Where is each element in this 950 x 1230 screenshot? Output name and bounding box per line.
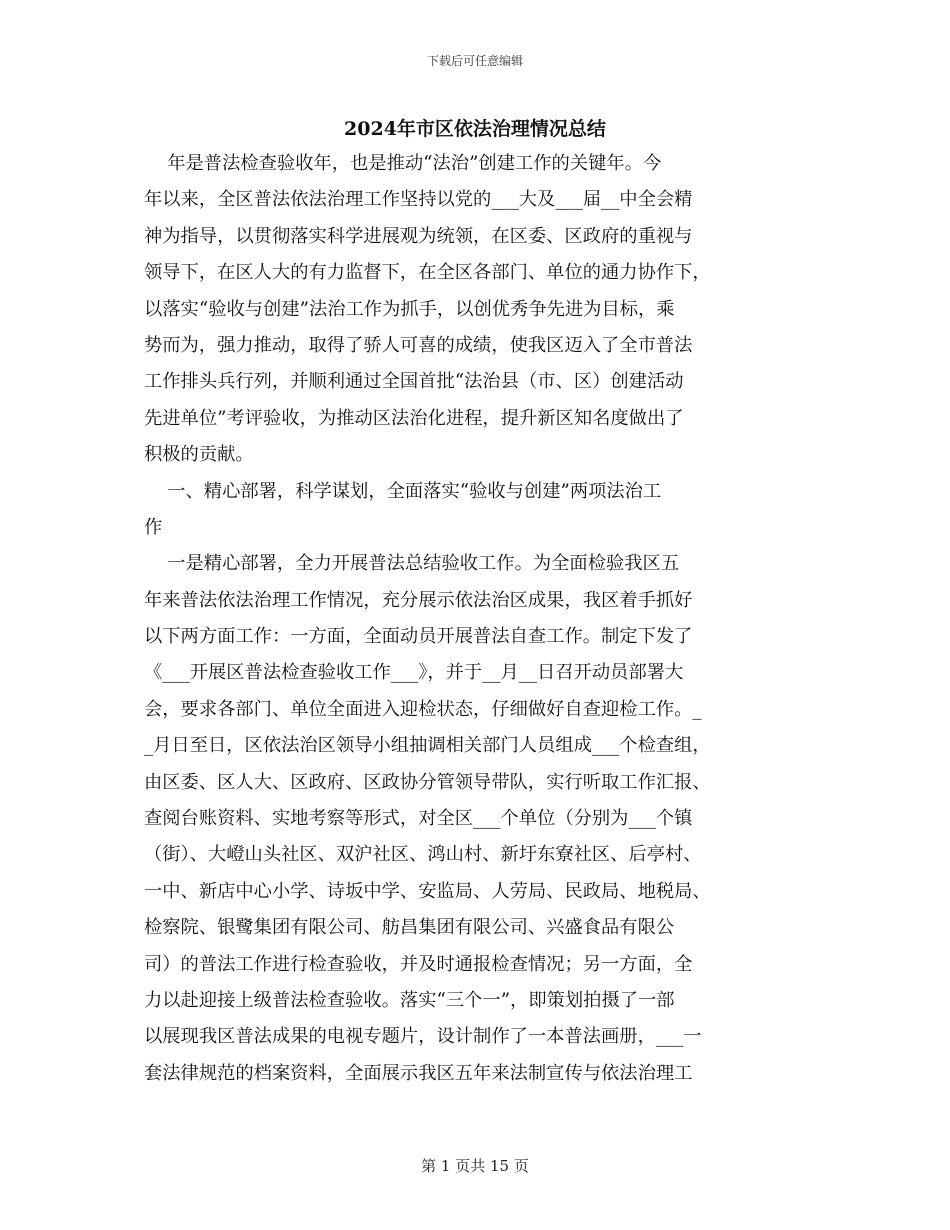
body-line: 积极的贡献。 [144, 444, 254, 466]
body-line: 《___开展区普法检查验收工作___》，并于__月__日召开动员部署大 [144, 662, 684, 684]
body-line: 由区委、区人大、区政府、区政协分管领导带队，实行听取工作汇报、 [144, 771, 711, 793]
body-line: （街）、大嶝山头社区、双沪社区、鸿山村、新圩东寮社区、后亭村、 [144, 844, 702, 866]
body-line: 以展现我区普法成果的电视专题片，设计制作了一本普法画册，___一 [144, 1026, 702, 1048]
body-line: 力以赴迎接上级普法检查验收。落实“三个一”，即策划拍摄了一部 [144, 989, 675, 1011]
document-body [144, 146, 806, 1092]
section-heading-line: 作 [144, 516, 163, 538]
header-note: 下载后可任意编辑 [426, 54, 523, 68]
body-line: 司）的普法工作进行检查验收，并及时通报检查情况；另一方面，全 [144, 953, 693, 975]
body-line: 年来普法依法治理工作情况，充分展示依法治区成果，我区着手抓好 [144, 589, 693, 611]
body-line: 领导下，在区人大的有力监督下，在全区各部门、单位的通力协作下， [144, 262, 711, 284]
body-line: 年是普法检查验收年，也是推动“法治”创建工作的关键年。今 [144, 153, 662, 174]
body-line: 年以来，全区普法依法治理工作坚持以党的___大及___届__中全会精 [144, 189, 693, 211]
body-line: 先进单位”考评验收，为推动区法治化进程，提升新区知名度做出了 [144, 407, 684, 429]
body-line: 神为指导，以贯彻落实科学进展观为统领，在区委、区政府的重视与 [144, 225, 693, 247]
body-line: 检察院、银鹭集团有限公司、舫昌集团有限公司、兴盛食品有限公 [144, 917, 675, 939]
body-line: 势而为，强力推动，取得了骄人可喜的成绩，使我区迈入了全市普法 [144, 334, 693, 356]
body-line: 会，要求各部门、单位全面进入迎检状态，仔细做好自查迎检工作。_ [144, 698, 702, 720]
body-line: 查阅台账资料、实地考察等形式，对全区___个单位（分别为___个镇 [144, 808, 693, 830]
body-line: 以落实“验收与创建”法治工作为抓手，以创优秀争先进为目标，乘 [144, 298, 675, 320]
body-line: 一是精心部署，全力开展普法总结验收工作。为全面检验我区五 [144, 553, 680, 575]
body-line: 套法律规范的档案资料，全面展示我区五年来法制宣传与依法治理工 [144, 1062, 693, 1084]
page-footer: 第 1 页共 15 页 [421, 1157, 529, 1175]
section-heading-line: 一、精心部署，科学谋划，全面落实“验收与创建”两项法治工 [144, 480, 662, 502]
body-line: 一中、新店中心小学、诗坂中学、安监局、人劳局、民政局、地税局、 [144, 880, 711, 902]
document-title: 2024年市区依法治理情况总结 [344, 118, 606, 140]
body-line: _月日至日，区依法治区领导小组抽调相关部门人员组成___个检查组， [144, 735, 711, 757]
body-line: 以下两方面工作：一方面，全面动员开展普法自查工作。制定下发了 [144, 626, 693, 648]
body-line: 工作排头兵行列，并顺利通过全国首批“法治县（市、区）创建活动 [144, 371, 684, 393]
